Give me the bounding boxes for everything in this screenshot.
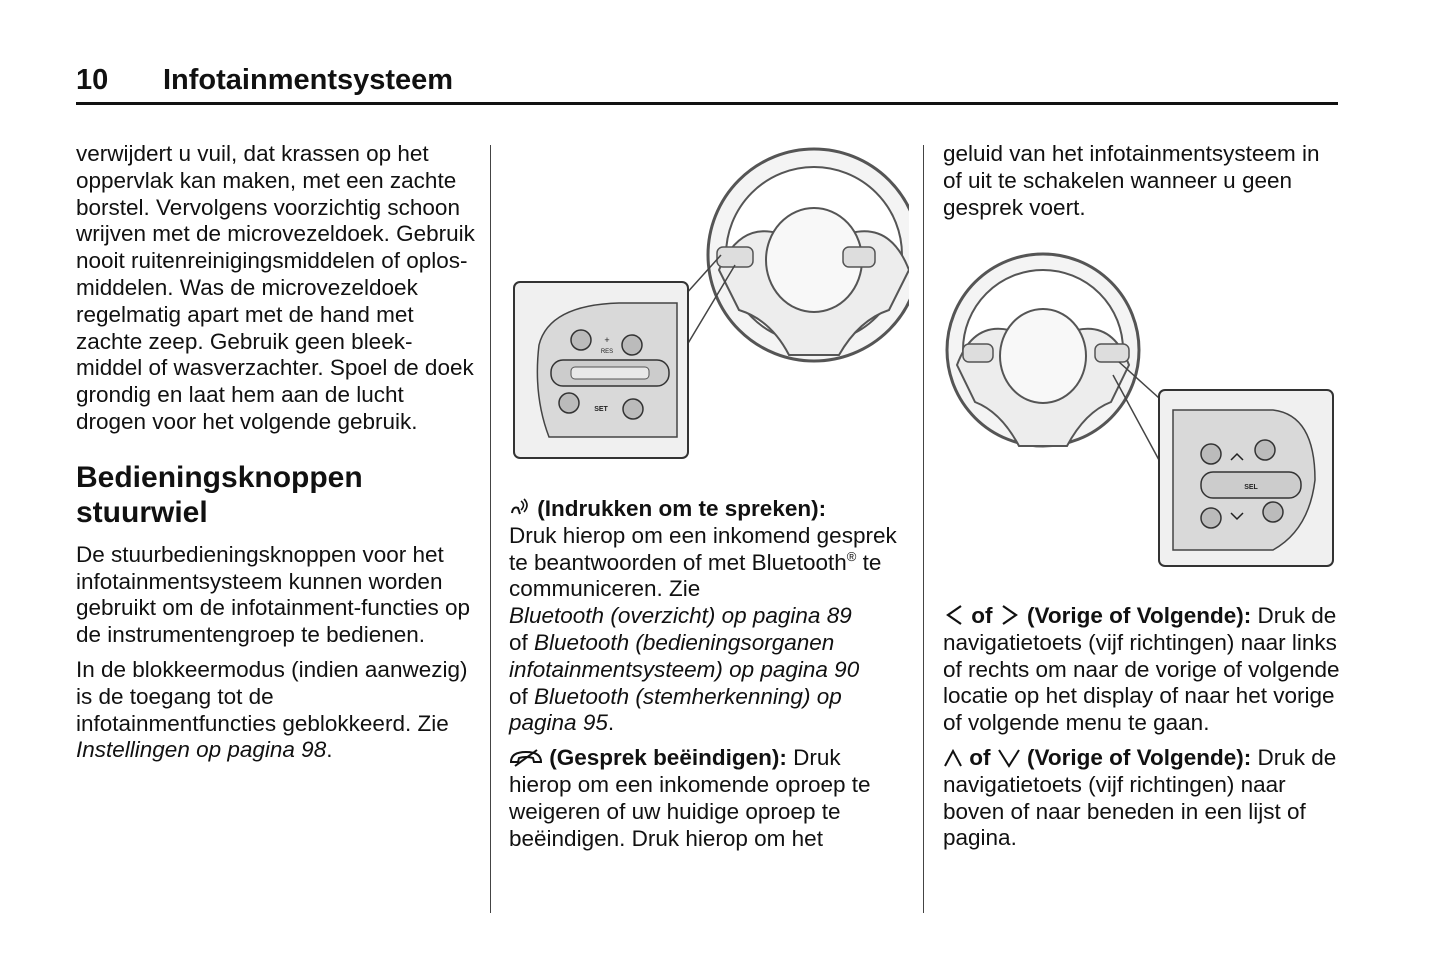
- chevron-right-icon: [999, 604, 1021, 626]
- or-word-1: of: [509, 629, 528, 655]
- mute-continuation-paragraph: geluid van het infotainmentsysteem in of uit te schakelen wanneer u geen gesprek voert.: [943, 141, 1320, 220]
- up-down-description: [943, 745, 1343, 852]
- lock-mode-text: In de blokkeermodus (indien aanwezig) is de toegang tot de infotainmentfuncties geblokkeerd. Zie: [76, 656, 468, 736]
- left-right-label: (Vorige of Volgende):: [1027, 603, 1252, 628]
- push-to-talk-description: [509, 496, 909, 737]
- lock-mode-paragraph: [76, 657, 476, 764]
- or-word-2: of: [509, 683, 528, 709]
- column-right-bottom: [943, 603, 1343, 860]
- controls-intro-paragraph: De stuurbedieningsknoppen voor het infotainmentsysteem kunnen worden gebruikt om de infotainment-functies op de instrumentengroep te bedienen.: [76, 541, 470, 648]
- lr-or-word: of: [971, 603, 993, 628]
- bluetooth-controls-reference: Bluetooth (bedieningsorganen infotainmentsysteem) op pagina 90: [509, 629, 860, 682]
- column-right-top: [943, 141, 1343, 229]
- steering-wheel-left-controls-illustration: [509, 145, 909, 465]
- up-down-label: (Vorige of Volgende):: [1027, 744, 1252, 770]
- lock-mode-end: .: [326, 737, 333, 763]
- res-label: RES: [600, 349, 614, 355]
- chevron-down-icon: [997, 748, 1021, 768]
- push-to-talk-icon: [509, 497, 531, 519]
- page-header: [76, 62, 1338, 105]
- left-right-text: Druk de navigatietoets (vijf richtingen) naar links of rechts om naar de vorige of volgende locatie op het display of naar het vorige of volgende menu te gaan.: [943, 603, 1340, 736]
- left-right-description: [943, 603, 1343, 737]
- push-to-talk-text-2: te communiceren. Zie: [509, 549, 882, 602]
- end-call-text: Druk hierop om een inkomende oproep te weigeren of uw huidige oproep te beëindigen. Druk hierop om het: [509, 745, 871, 851]
- steering-wheel-icon: [947, 254, 1139, 446]
- ud-or-word: of: [969, 744, 991, 770]
- registered-mark: ®: [846, 548, 857, 564]
- up-down-text: Druk de navigatietoets (vijf richtingen) naar boven of naar beneden in een lijst of pagina.: [943, 744, 1337, 851]
- bluetooth-overview-reference: Bluetooth (overzicht) op pagina 89: [509, 603, 852, 629]
- push-to-talk-end: .: [607, 710, 615, 736]
- steering-wheel-right-controls-illustration: [943, 250, 1343, 575]
- sel-label: SEL: [1244, 484, 1258, 491]
- steering-wheel-icon: [708, 149, 909, 361]
- cleaning-paragraph: verwijdert u vuil, dat krassen op het oppervlak kan maken, met een zachte borstel. Vervolgens voorzichtig schoon wrijven met de microvezeldoek. Gebruik nooit ruitenreinigingsmiddelen of oplos-middelen. Was de microvezeldoek regelmatig apart met de hand met zachte zeep. Gebruik geen bleek-middel of wasverzachter. Spoel de doek grondig en laat hem aan de lucht drogen voor het volgende gebruik.: [76, 141, 475, 434]
- end-call-description: [509, 745, 909, 852]
- column-divider-1: [490, 145, 491, 913]
- section-title: Infotainmentsysteem: [163, 64, 454, 96]
- column-divider-2: [923, 145, 924, 913]
- set-label: SET: [594, 406, 608, 413]
- settings-reference: Instellingen op pagina 98: [76, 737, 327, 763]
- bluetooth-voice-reference: Bluetooth (stemherkenning) op pagina 95: [509, 683, 842, 736]
- end-call-icon: [509, 748, 543, 768]
- page-number: 10: [76, 64, 109, 96]
- chevron-up-icon: [943, 748, 963, 768]
- push-to-talk-text: Druk hierop om een inkomend gesprek te beantwoorden of met Bluetooth: [509, 522, 897, 575]
- chevron-left-icon: [943, 604, 965, 626]
- end-call-label: (Gesprek beëindigen):: [549, 745, 787, 771]
- column-middle: [509, 496, 909, 860]
- svg-text:+: +: [604, 335, 610, 345]
- push-to-talk-label: (Indrukken om te spreken):: [537, 496, 827, 521]
- column-left: [76, 141, 476, 772]
- section-heading: Bedieningsknoppen stuurwiel: [76, 460, 363, 529]
